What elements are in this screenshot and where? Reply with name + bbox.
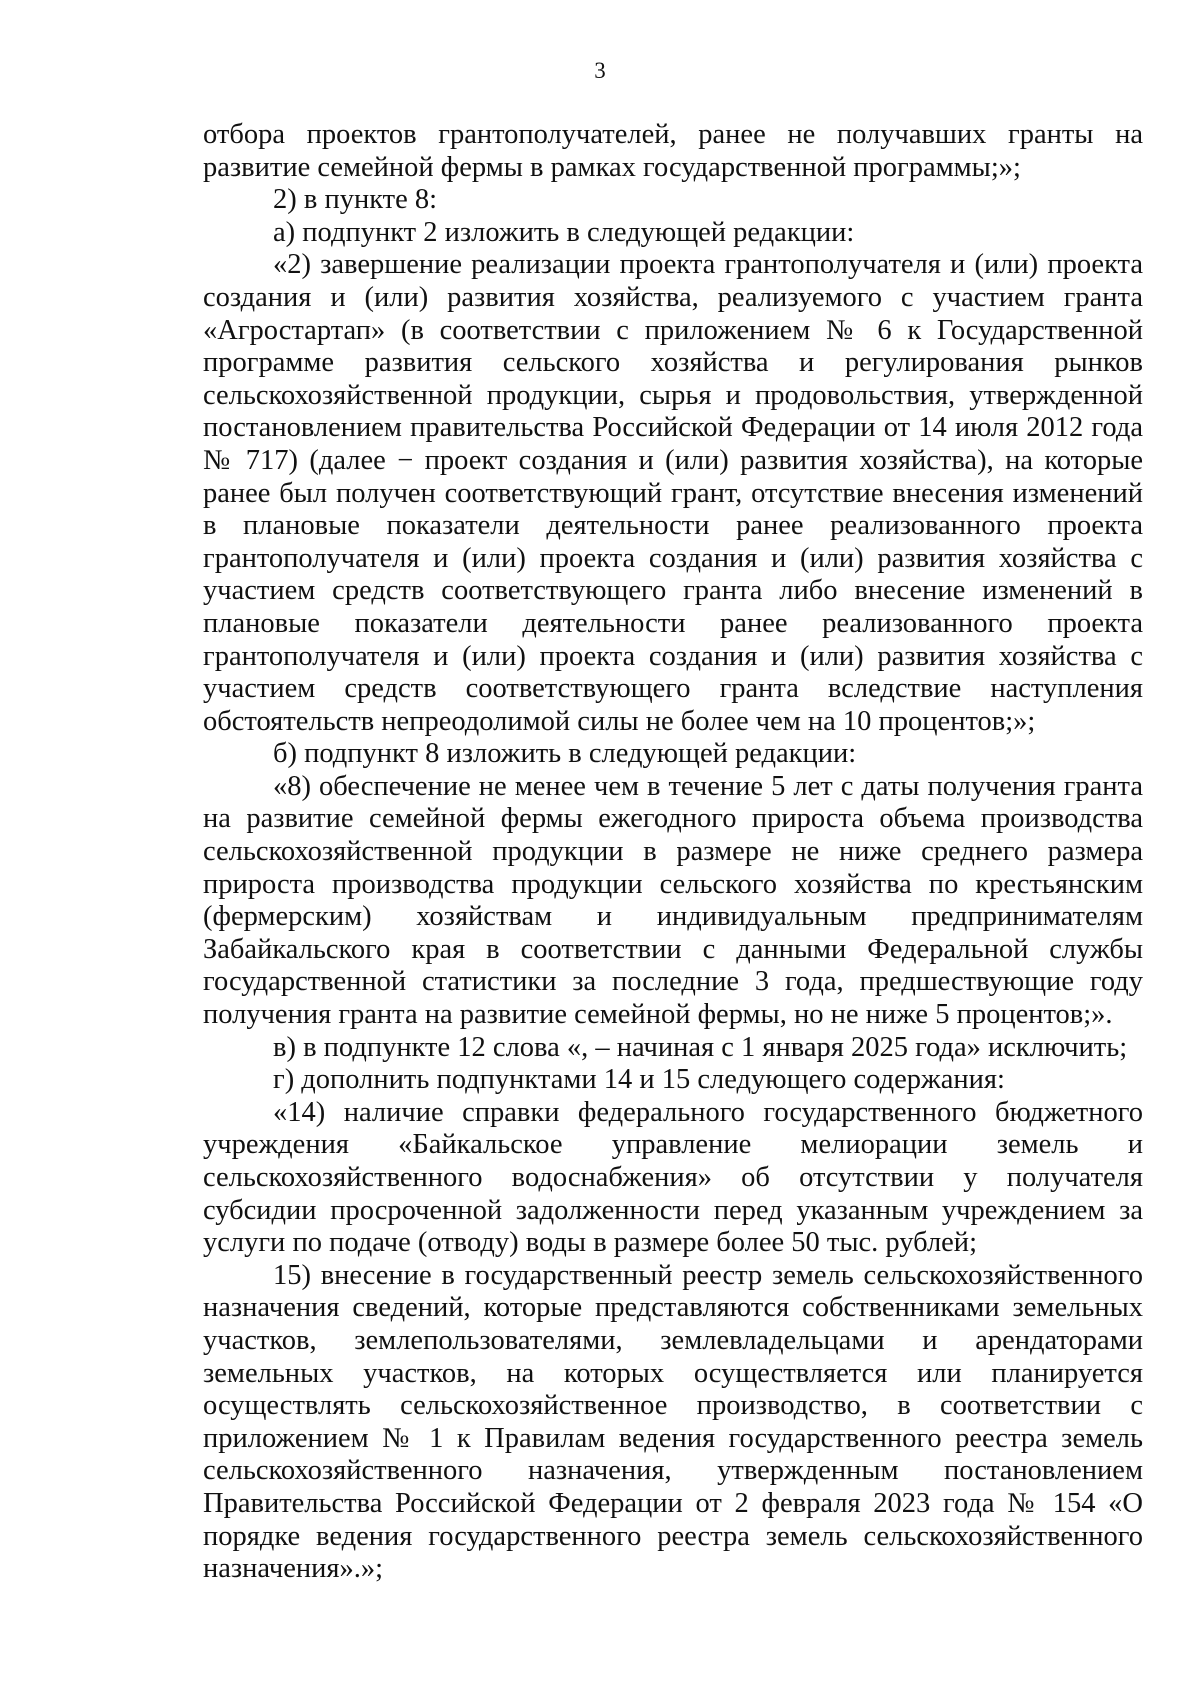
paragraph-subitem-v: в) в подпункте 12 слова «, – начиная с 1 января 2025 года» исключить; xyxy=(273,1031,1128,1063)
paragraph-subitem-b: б) подпункт 8 изложить в следующей редакции: xyxy=(273,738,857,770)
paragraph-subitem-14-text: «14) наличие справки федерального государственного бюджетного учреждения «Байкальское управление мелиорации земель и сельскохозяйственного водоснабжения» об отсутствии у получателя субсидии просроченной задолженности перед указанным учреждением за услуги по подаче (отводу) воды в размере более 50 тыс. рублей; xyxy=(203,1096,1143,1259)
paragraph-subitem-2-text: «2) завершение реализации проекта грантополучателя и (или) проекта создания и (или) развития хозяйства, реализуемого с участием гранта «Агростартап» (в соответствии с приложением № 6 к Государственной программе развития сельского хозяйства и регулирования рынков сельскохозяйственной продукции, сырья и продовольствия, утвержденной постановлением правительства Российской Федерации от 14 июля 2012 года № 717) (далее − проект создания и (или) развития хозяйства), на которые ранее был получен соответствующий грант, отсутствие внесения изменений в плановые показатели деятельности ранее реализованного проекта грантополучателя и (или) проекта создания и (или) развития хозяйства с участием средств соответствующего гранта либо внесение изменений в плановые показатели деятельности ранее реализованного проекта грантополучателя и (или) проекта создания и (или) развития хозяйства с участием средств соответствующего гранта вследствие наступления обстоятельств непреодолимой силы не более чем на 10 процентов;»; xyxy=(203,249,1143,737)
paragraph-continuation: отбора проектов грантополучателей, ранее не получавших гранты на развитие семейной фермы в рамках государственной программы;»; xyxy=(203,119,1143,183)
paragraph-item-2: 2) в пункте 8: xyxy=(273,184,438,216)
paragraph-subitem-g: г) дополнить подпунктами 14 и 15 следующего содержания: xyxy=(273,1064,1005,1096)
paragraph-subitem-8-text: «8) обеспечение не менее чем в течение 5 лет с даты получения гранта на развитие семейной фермы ежегодного прироста объема производства сельскохозяйственной продукции в размере не ниже среднего размера прироста производства продукции сельского хозяйства по крестьянским (фермерским) хозяйствам и индивидуальным предпринимателям Забайкальского края в соответствии с данными Федеральной службы государственной статистики за последние 3 года, предшествующие году получения гранта на развитие семейной фермы, но не ниже 5 процентов;». xyxy=(203,770,1143,1031)
page-number: 3 xyxy=(594,58,606,83)
paragraph-subitem-15-text: 15) внесение в государственный реестр земель сельскохозяйственного назначения сведений, которые представляются собственниками земельных участков, землепользователями, землевладельцами и арендаторами земельных участков, на которых осуществляется или планируется осуществлять сельскохозяйственное производство, в соответствии с приложением № 1 к Правилам ведения государственного реестра земель сельскохозяйственного назначения, утвержденным постановлением Правительства Российской Федерации от 2 февраля 2023 года № 154 «О порядке ведения государственного реестра земель сельскохозяйственного назначения».»; xyxy=(203,1259,1143,1585)
paragraph-subitem-a: а) подпункт 2 изложить в следующей редакции: xyxy=(273,216,855,248)
document-body xyxy=(203,119,1143,1586)
